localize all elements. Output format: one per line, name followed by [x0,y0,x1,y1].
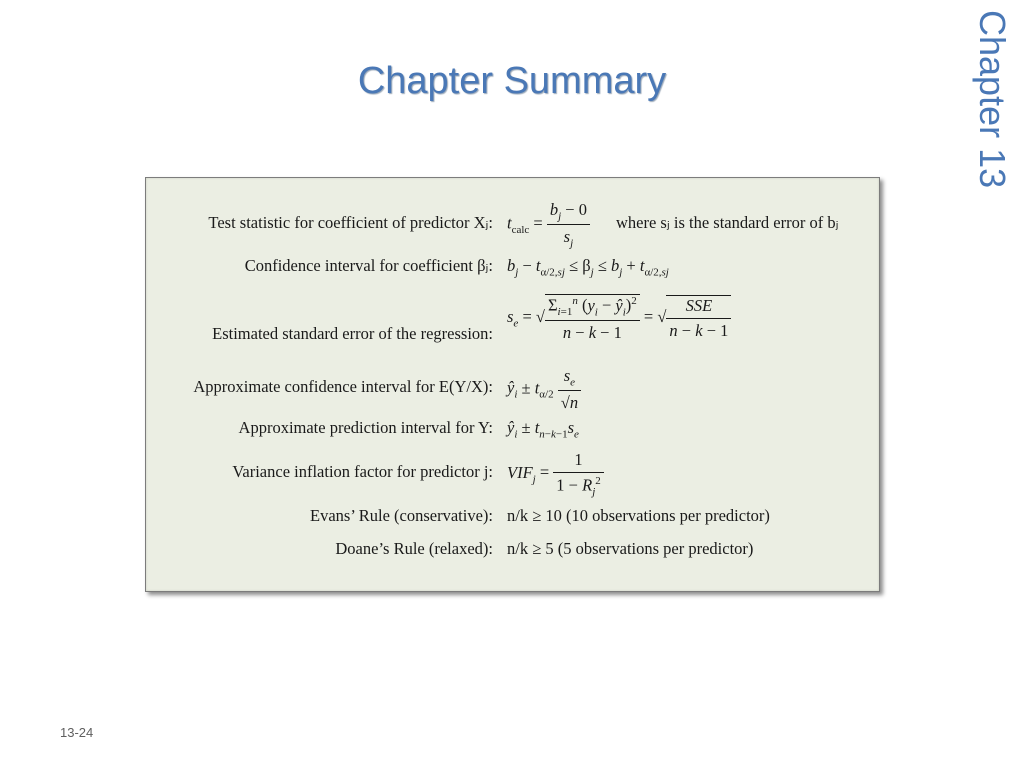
chapter-tab [967,10,1017,240]
row-label: Evans’ Rule (conservative): [310,506,493,525]
formula-evans-rule: n/k ≥ 10 (10 observations per predictor) [507,506,770,525]
formula-row-standard-error [146,286,879,360]
formula-prediction-interval: $ŷ_i \pm t_{n-k-1}s_e$ [507,418,579,441]
chapter-label: Chapter 13 [972,10,1013,189]
formula-vif: $VIF_j$ = $\frac{1}{1 - R_j^2}$ [507,450,604,498]
formula-coefficient-interval: $b_j - t_{\alpha/2,sj} \le \beta_j \le b_j + t_{\alpha/2,sj}$ [507,256,669,279]
formula-mean-interval: $ŷ_i \pm t_{\alpha/2}$ $\frac{s_e}{√n}$ [507,366,581,413]
row-label: Variance inflation factor for predictor j: [232,462,493,481]
summary-formula-box [145,177,880,592]
row-label: Confidence interval for coefficient βⱼ: [244,256,493,275]
row-label: Test statistic for coefficient of predictor Xⱼ: [208,213,493,232]
standard-error-note: where sⱼ is the standard error of bⱼ [616,213,839,232]
page-title: Chapter Summary [357,60,667,102]
row-label: Approximate prediction interval for Y: [238,418,493,437]
formula-test-statistic: $t_{calc}$ = $\frac{b_j - 0}{s_j}$ [507,200,590,250]
formula-row-doane-rule [146,539,879,563]
page-number: 13-24 [60,725,94,740]
formula-doane-rule: n/k ≥ 5 (5 observations per predictor) [507,539,754,558]
formula-standard-error: $s_e$ = √ $\frac{\Sigma_{i=1}^n (y_i - ŷ_i)^2}{n - k - 1}$ = √ $\frac{\text{SSE}}{n - k - 1}$ [507,294,731,343]
formula-row-test-statistic [146,200,879,250]
formula-row-evans-rule [146,506,879,530]
formula-row-coefficient-interval [146,256,879,280]
formula-row-vif [146,450,879,498]
row-label: Estimated standard error of the regression: [212,324,493,343]
formula-row-mean-interval [146,366,879,413]
formula-row-prediction-interval [146,418,879,442]
row-label: Doane’s Rule (relaxed): [335,539,493,558]
row-label: Approximate confidence interval for E(Y/X): [193,377,493,396]
